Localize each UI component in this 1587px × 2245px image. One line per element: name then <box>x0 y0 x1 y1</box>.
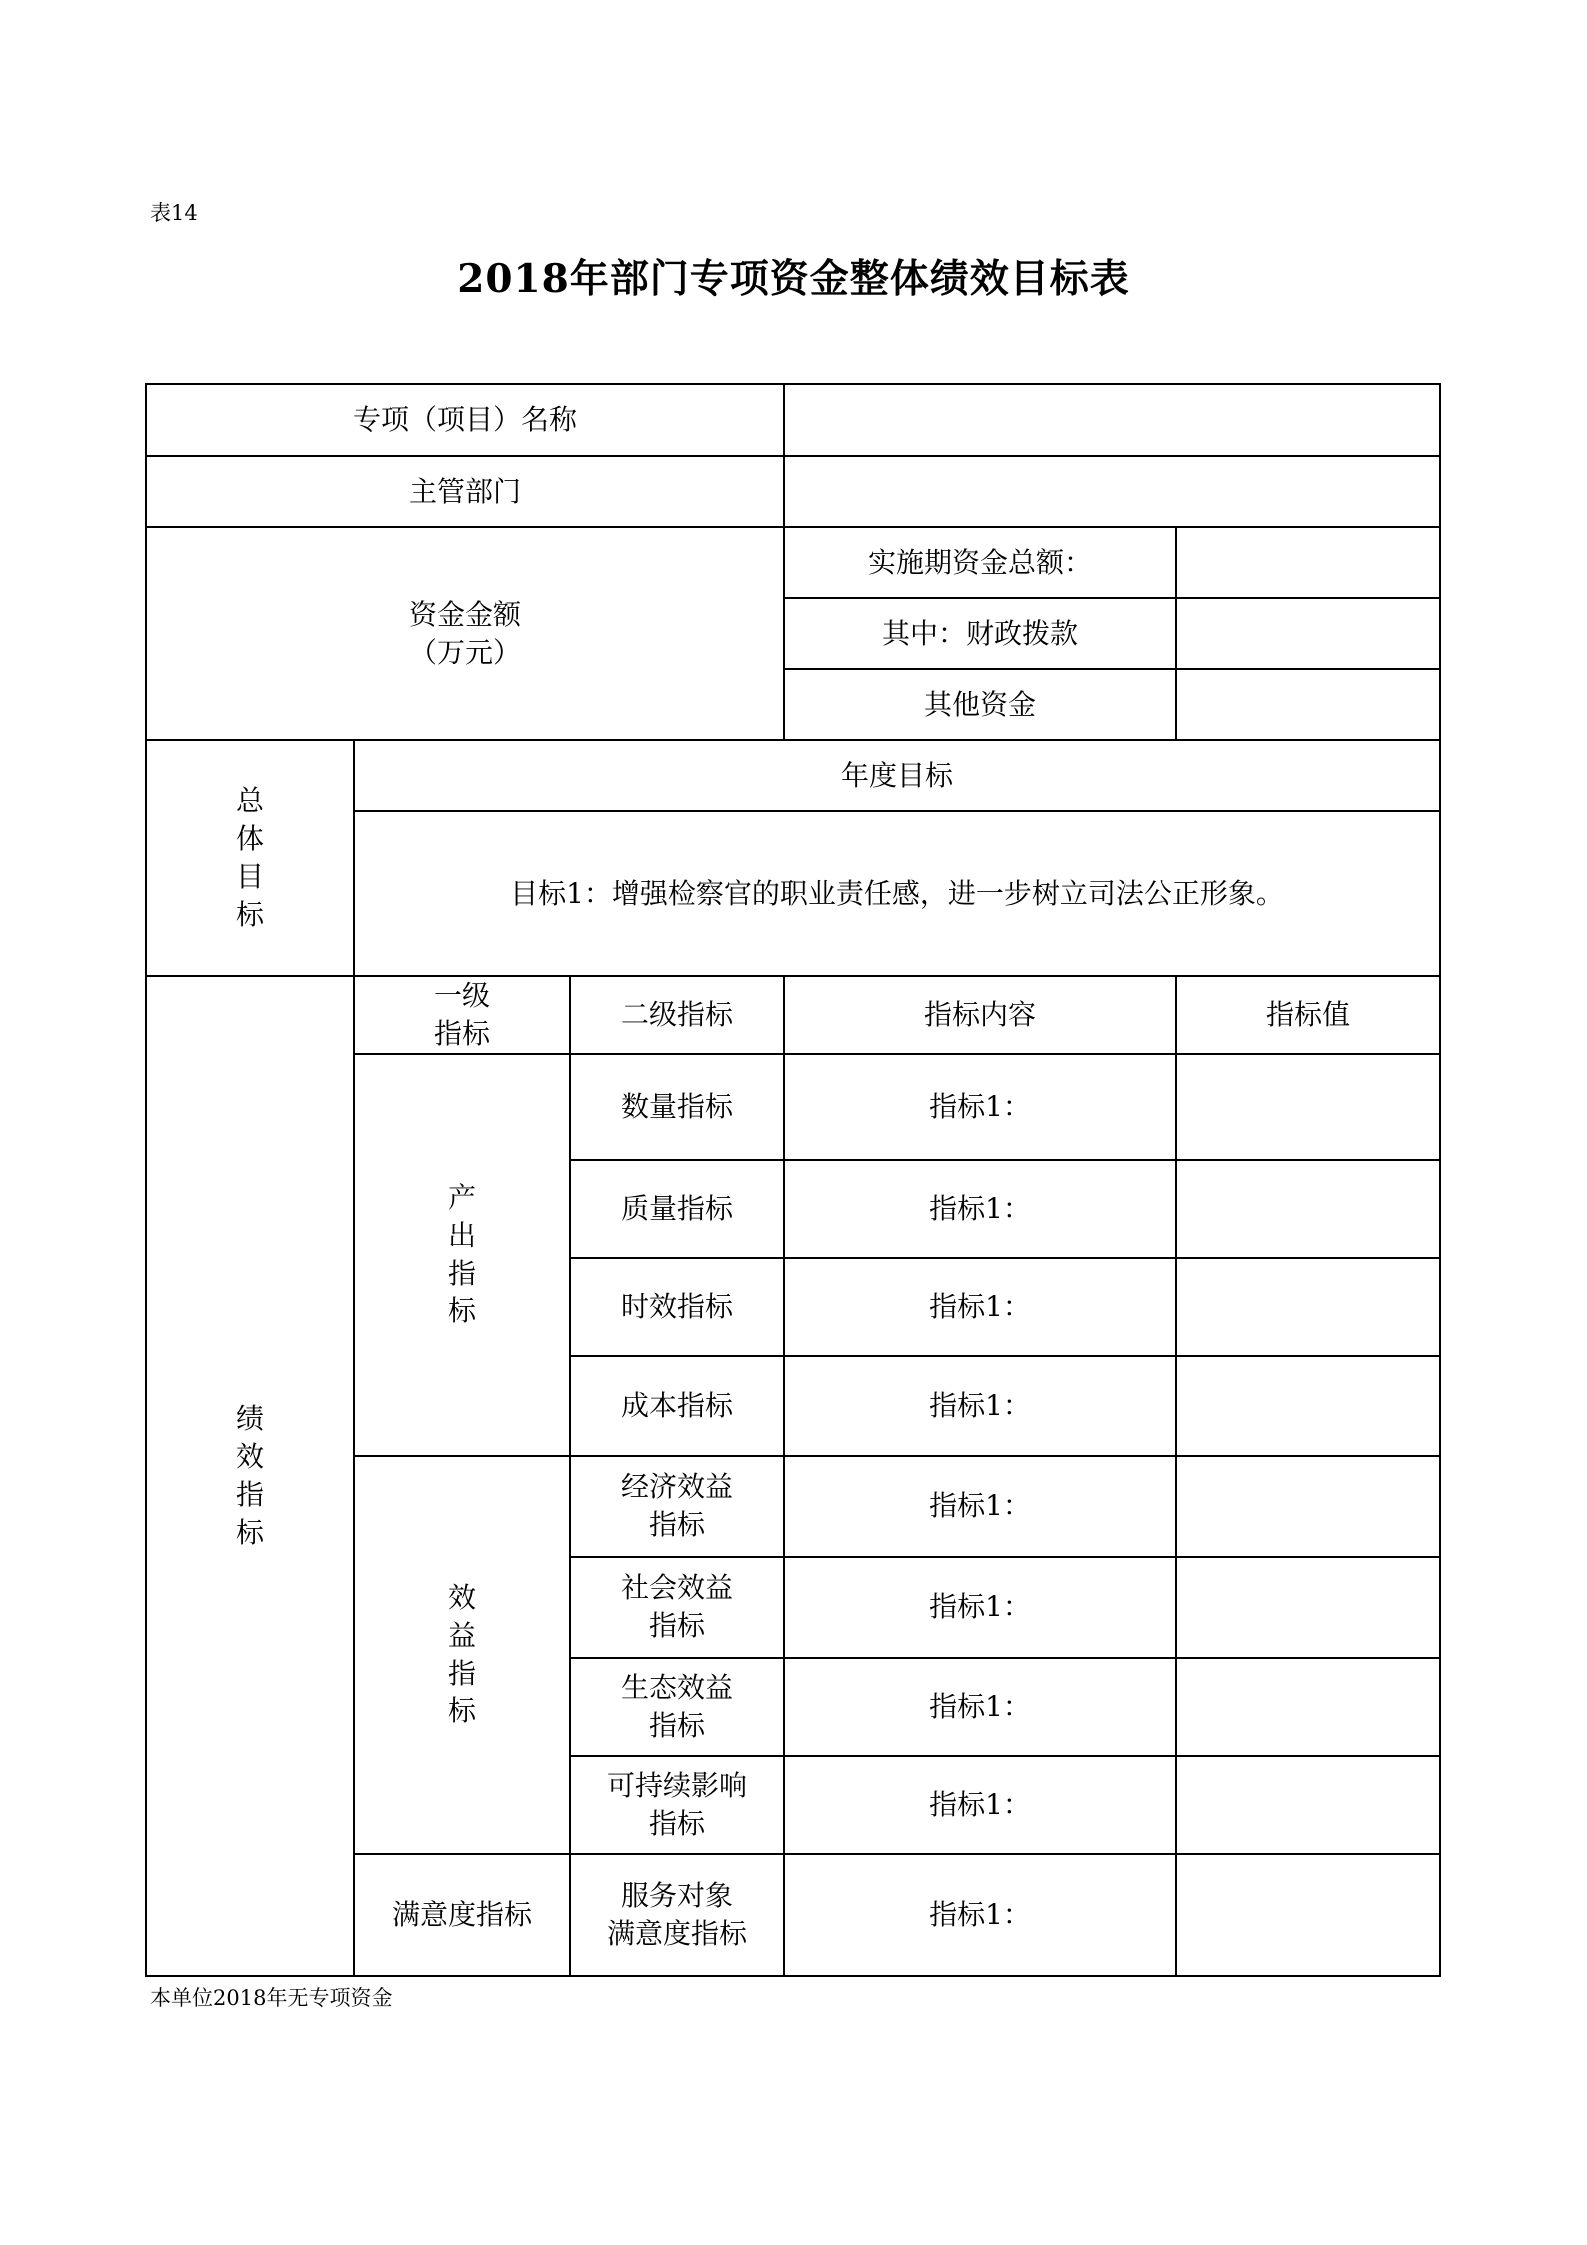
level2-indicator-name: 成本指标 <box>570 1356 784 1456</box>
output-char: 产 <box>447 1181 476 1214</box>
indicator-content: 指标1： <box>784 1054 1176 1160</box>
performance-indicators-label <box>146 976 354 1976</box>
footnote: 本单位2018年无专项资金 <box>150 1986 393 2010</box>
indicator-content: 指标1： <box>784 1456 1176 1557</box>
level1-header-line: 一级 <box>433 979 490 1012</box>
indicator-value <box>1176 1356 1440 1456</box>
level2-indicator-name <box>570 1756 784 1854</box>
indicator-value <box>1176 1756 1440 1854</box>
indicator-content: 指标1： <box>784 1854 1176 1976</box>
level2-indicator-name: 质量指标 <box>570 1160 784 1258</box>
benefit-char: 益 <box>447 1618 476 1652</box>
level2-name-line: 服务对象 <box>621 1878 734 1912</box>
satisfaction-indicators-label: 满意度指标 <box>354 1854 570 1976</box>
project-name-value <box>784 384 1440 456</box>
level2-name-line: 指标 <box>649 1806 706 1840</box>
fiscal-funds-value <box>1176 598 1440 669</box>
department-value <box>784 456 1440 527</box>
performance-char: 绩 <box>235 1402 264 1436</box>
total-funds-row <box>146 527 1440 598</box>
level1-indicator-header <box>354 976 570 1054</box>
indicator-header-row <box>146 976 1440 1054</box>
page-title: 2018年部门专项资金整体绩效目标表 <box>457 256 1130 302</box>
output-char: 标 <box>447 1294 476 1328</box>
indicator-value-header: 指标值 <box>1176 976 1440 1054</box>
level2-indicator-name <box>570 1854 784 1976</box>
overall-goal-char: 标 <box>235 897 264 931</box>
level2-indicator-name <box>570 1658 784 1756</box>
indicator-value <box>1176 1160 1440 1258</box>
overall-goal-char: 总 <box>235 784 264 818</box>
total-funds-value <box>1176 527 1440 598</box>
level2-indicator-name <box>570 1456 784 1557</box>
indicator-content: 指标1： <box>784 1658 1176 1756</box>
indicator-content: 指标1： <box>784 1160 1176 1258</box>
overall-goal-char: 目 <box>235 860 264 893</box>
level2-name-line: 可持续影响 <box>607 1768 748 1802</box>
output-char: 指 <box>447 1256 476 1290</box>
benefit-char: 效 <box>447 1581 476 1614</box>
other-funds-label: 其他资金 <box>784 669 1176 740</box>
project-name-row <box>146 384 1440 456</box>
indicator-content: 指标1： <box>784 1258 1176 1356</box>
funds-label: 资金金额 <box>409 597 522 631</box>
indicator-value <box>1176 1658 1440 1756</box>
project-name-label: 专项（项目）名称 <box>146 384 784 456</box>
performance-char: 效 <box>235 1440 264 1473</box>
indicator-value <box>1176 1456 1440 1557</box>
benefit-indicators-label <box>354 1456 570 1854</box>
level2-name-line: 经济效益 <box>621 1470 734 1504</box>
funds-amount-label <box>146 527 784 740</box>
benefit-char: 标 <box>447 1694 476 1728</box>
level1-header-line: 指标 <box>433 1016 490 1050</box>
level2-indicator-name: 时效指标 <box>570 1258 784 1356</box>
overall-goal-label <box>146 740 354 976</box>
benefit-char: 指 <box>447 1656 476 1690</box>
output-char: 出 <box>447 1218 476 1252</box>
department-row <box>146 456 1440 527</box>
level2-name-line: 满意度指标 <box>607 1916 748 1950</box>
table-number: 表14 <box>150 201 198 225</box>
other-funds-value <box>1176 669 1440 740</box>
level2-name-line: 生态效益 <box>621 1670 734 1704</box>
level2-name-line: 社会效益 <box>621 1571 734 1605</box>
annual-goal-header-row <box>146 740 1440 811</box>
funds-unit: （万元） <box>409 635 522 669</box>
department-label: 主管部门 <box>146 456 784 527</box>
overall-goal-char: 体 <box>235 822 264 856</box>
performance-char: 指 <box>235 1477 264 1511</box>
level2-indicator-name: 数量指标 <box>570 1054 784 1160</box>
fiscal-funds-label: 其中：财政拨款 <box>784 598 1176 669</box>
level2-name-line: 指标 <box>649 1708 706 1742</box>
level2-indicator-header: 二级指标 <box>570 976 784 1054</box>
annual-goal-label: 年度目标 <box>354 740 1440 811</box>
indicator-value <box>1176 1054 1440 1160</box>
indicator-content: 指标1： <box>784 1356 1176 1456</box>
annual-goal-text: 目标1：增强检察官的职业责任感，进一步树立司法公正形象。 <box>354 811 1440 976</box>
indicator-content: 指标1： <box>784 1756 1176 1854</box>
indicator-value <box>1176 1557 1440 1658</box>
indicator-content-header: 指标内容 <box>784 976 1176 1054</box>
indicator-content: 指标1： <box>784 1557 1176 1658</box>
level2-name-line: 指标 <box>649 1609 706 1643</box>
indicator-value <box>1176 1854 1440 1976</box>
performance-goal-table <box>145 383 1441 1977</box>
total-funds-label: 实施期资金总额： <box>784 527 1176 598</box>
level2-name-line: 指标 <box>649 1508 706 1542</box>
output-indicators-label <box>354 1054 570 1456</box>
performance-char: 标 <box>235 1515 264 1549</box>
indicator-value <box>1176 1258 1440 1356</box>
level2-indicator-name <box>570 1557 784 1658</box>
